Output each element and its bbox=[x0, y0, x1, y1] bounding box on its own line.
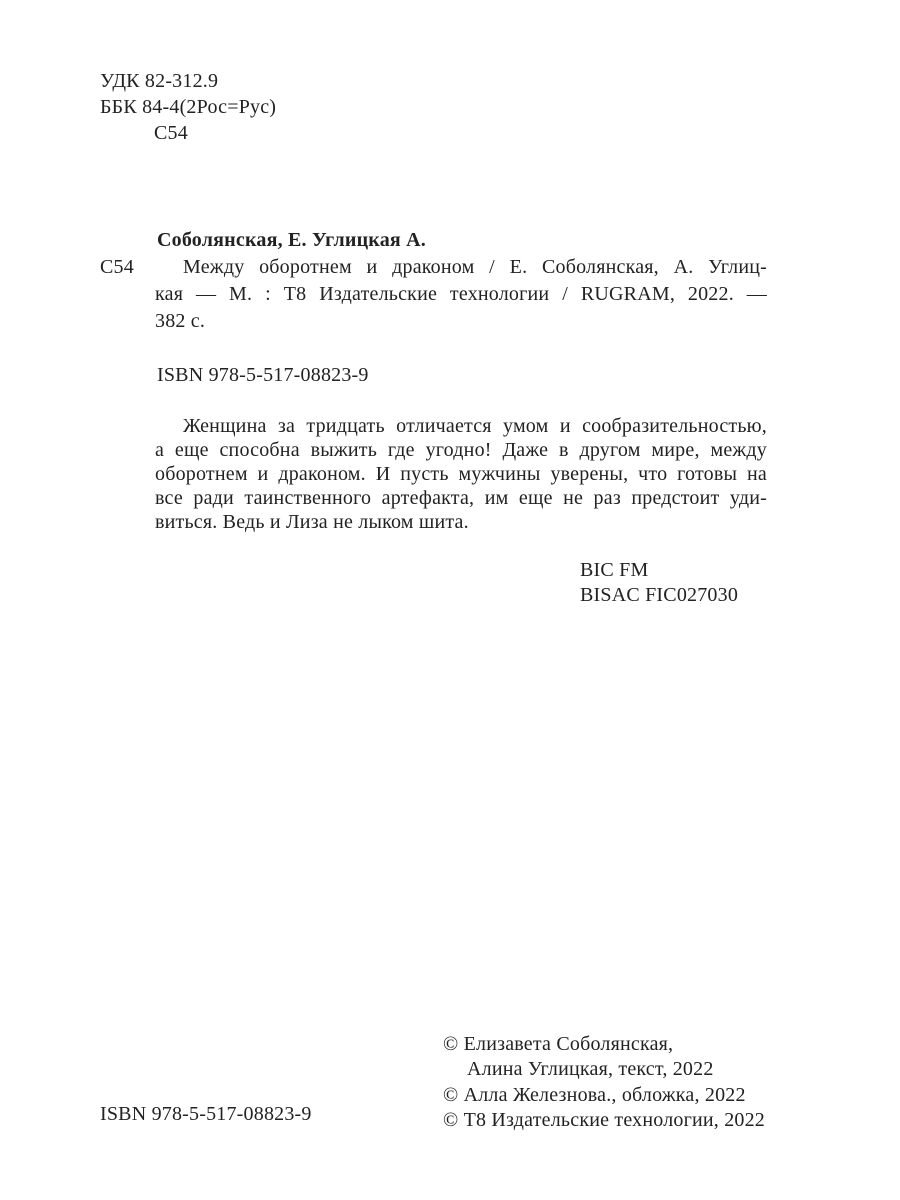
copyright-line: © Алла Железнова., обложка, 2022 bbox=[443, 1083, 746, 1106]
bisac-code: BISAC FIC027030 bbox=[580, 584, 739, 606]
annotation-line: виться. Ведь и Лиза не лыком шита. bbox=[155, 511, 469, 533]
copyright-block bbox=[443, 1032, 765, 1134]
annotation-line: а еще способна выжить где угодно! Даже в другом мире, между bbox=[155, 439, 767, 461]
annotation-paragraph bbox=[155, 414, 767, 534]
copyright-line: © Елизавета Соболянская, bbox=[443, 1033, 674, 1055]
annotation-line: Женщина за тридцать отличается умом и сообразительностью, bbox=[183, 415, 767, 437]
classification-block bbox=[100, 68, 276, 146]
entry-line: 382 с. bbox=[155, 310, 206, 332]
author-heading: Соболянская, Е. Углицкая А. bbox=[157, 229, 426, 251]
catalog-card bbox=[0, 227, 900, 335]
copyright-line-continuation: Алина Углицкая, текст, 2022 bbox=[467, 1058, 714, 1081]
isbn-bottom: ISBN 978-5-517-08823-9 bbox=[100, 1103, 312, 1125]
entry-line: кая — М. : Т8 Издательские технологии / RUGRAM, 2022. — bbox=[155, 283, 767, 305]
bibliographic-entry bbox=[155, 254, 767, 335]
udk-line: УДК 82-312.9 bbox=[100, 70, 219, 92]
bic-code: BIC FM bbox=[580, 559, 649, 581]
entry-code: С54 bbox=[100, 256, 134, 278]
bbk-line: ББК 84-4(2Рос=Рус) bbox=[100, 96, 277, 118]
annotation-line: оборотнем и драконом. И пусть мужчины уверены, что готовы на bbox=[155, 463, 767, 485]
subject-codes-block bbox=[580, 558, 738, 608]
author-sign-line: С54 bbox=[154, 122, 188, 144]
copyright-line: © Т8 Издательские технологии, 2022 bbox=[443, 1109, 766, 1132]
catalog-entry bbox=[0, 254, 900, 335]
isbn-top: ISBN 978-5-517-08823-9 bbox=[157, 364, 369, 386]
annotation-line: все ради таинственного артефакта, им еще не раз предстоит уди- bbox=[155, 487, 767, 509]
entry-line: Между оборотнем и драконом / Е. Соболянская, А. Углиц- bbox=[183, 256, 767, 278]
